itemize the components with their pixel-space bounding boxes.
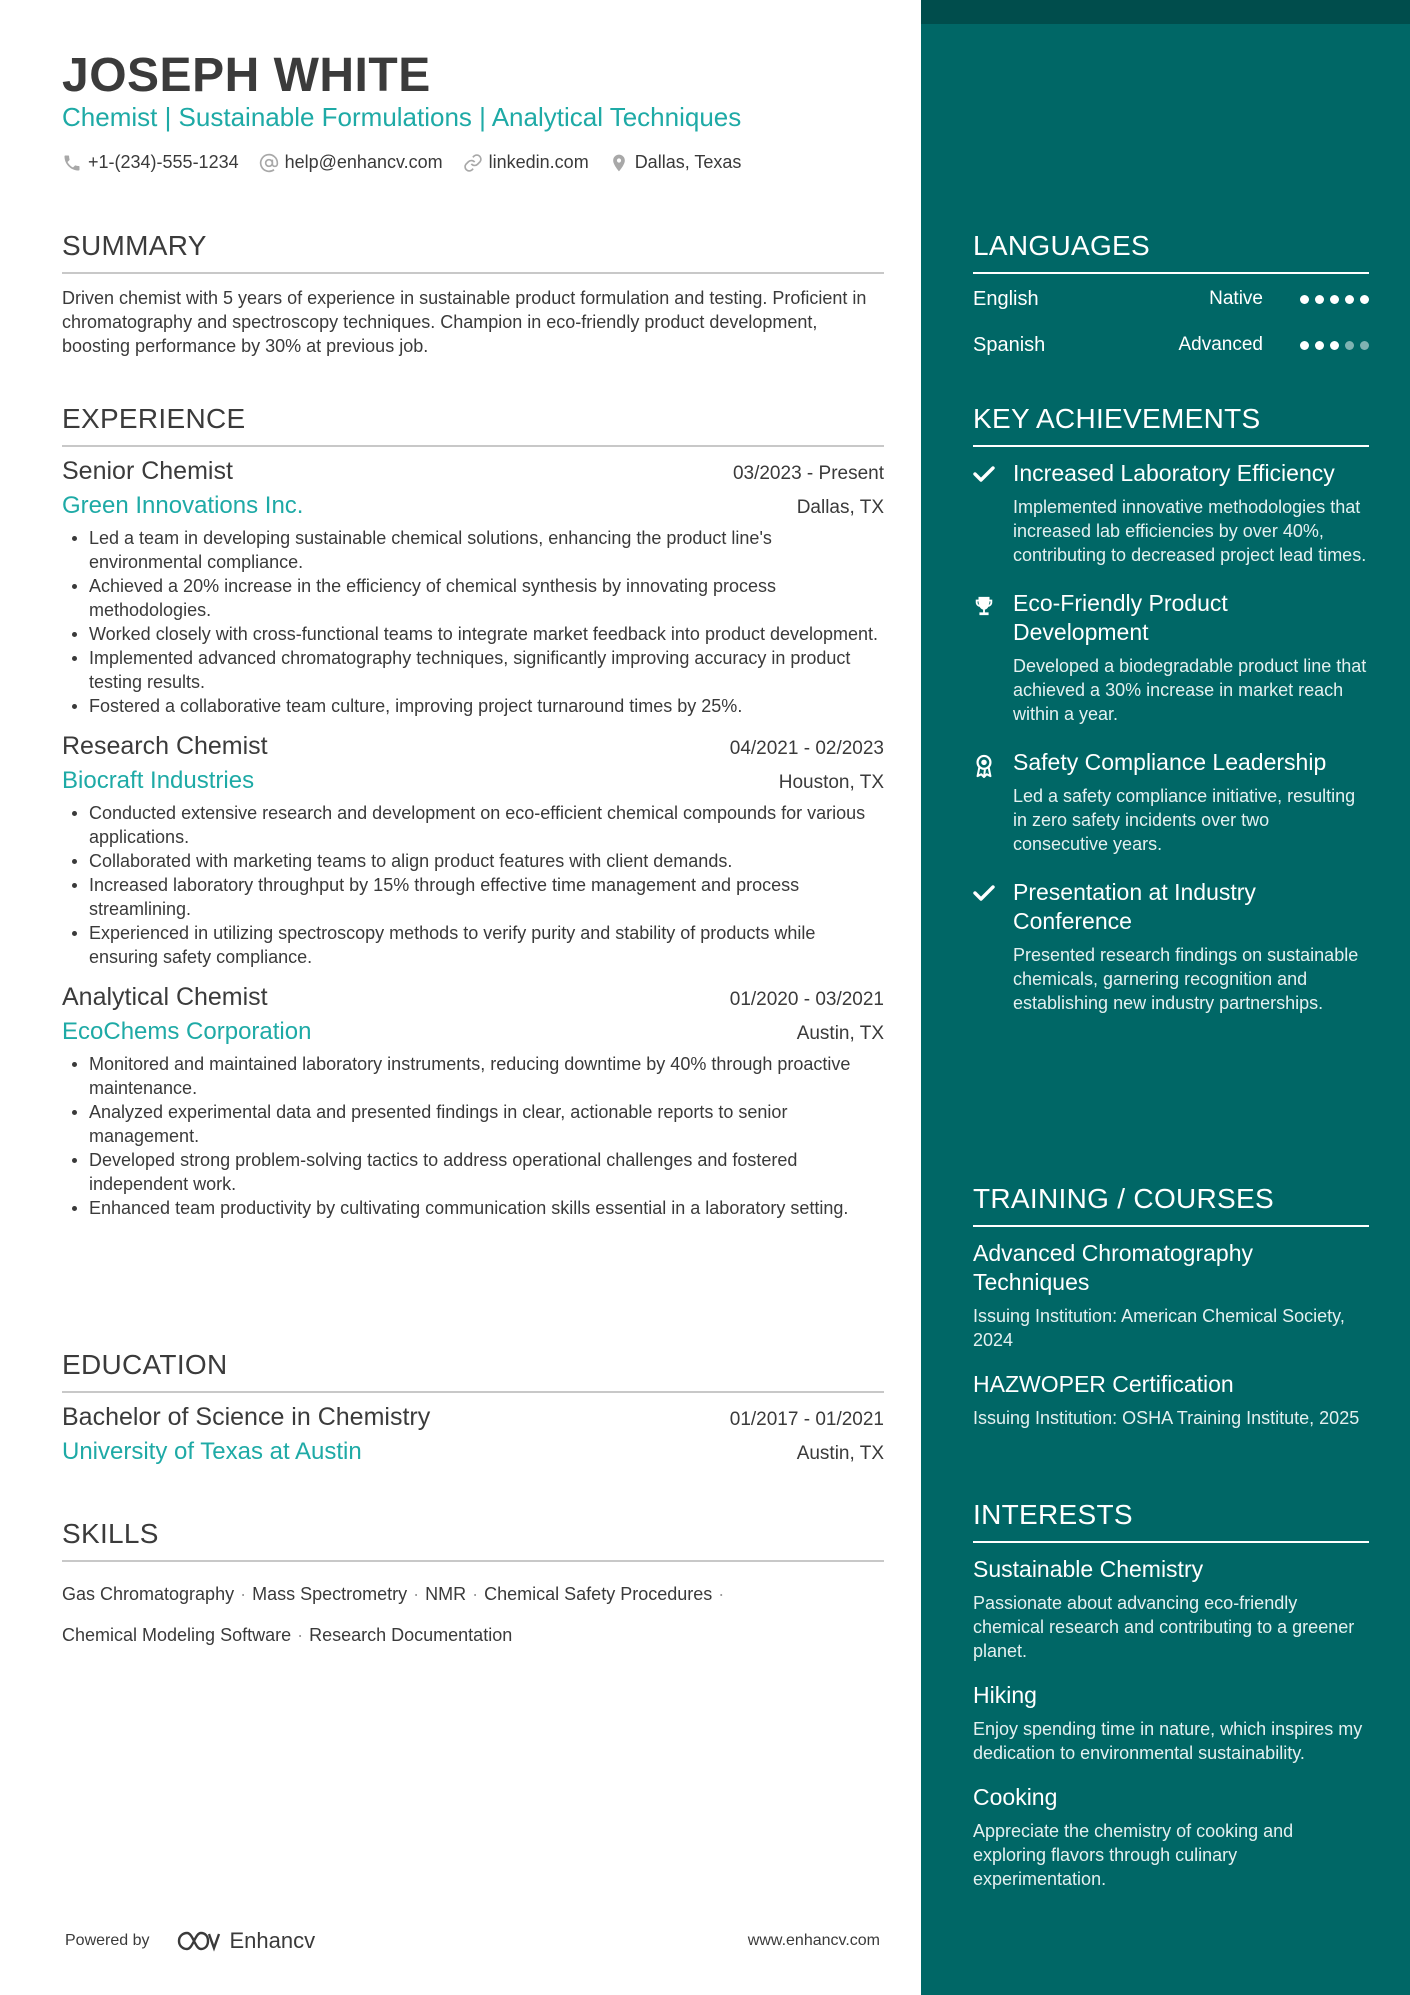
bullet-item: Conducted extensive research and development on eco-efficient chemical compounds for various applications.	[62, 801, 884, 849]
trophy-icon	[973, 595, 995, 617]
achievement-title: Eco-Friendly Product Development	[1013, 590, 1228, 645]
job-entry	[62, 983, 884, 1220]
job-location: Dallas, TX	[796, 497, 884, 518]
brand-logo[interactable]	[176, 1928, 316, 1954]
award-icon	[973, 754, 995, 778]
job-dates: 01/2020 - 03/2021	[729, 989, 884, 1010]
link-icon	[463, 153, 483, 173]
skill-separator: ·	[718, 1584, 725, 1604]
bullet-item: Analyzed experimental data and presented findings in clear, actionable reports to senior management.	[62, 1100, 884, 1148]
bullet-item: Collaborated with marketing teams to align product features with client demands.	[62, 849, 884, 873]
job-location: Austin, TX	[796, 1023, 884, 1044]
achievement-item	[973, 748, 1369, 856]
skill-item: Chemical Modeling Software	[62, 1625, 292, 1645]
education-dates: 01/2017 - 01/2021	[729, 1409, 884, 1430]
education-section	[62, 1349, 884, 1466]
job-entry	[62, 732, 884, 969]
interest-desc: Passionate about advancing eco-friendly chemical research and contributing to a greener planet.	[973, 1593, 1355, 1661]
course-title: Advanced Chromatography Techniques	[973, 1240, 1253, 1295]
skill-item: Mass Spectrometry	[252, 1584, 408, 1604]
language-rating	[1294, 341, 1369, 350]
bullet-item: Experienced in utilizing spectroscopy methods to verify purity and stability of products while ensuring safety compliance.	[62, 921, 884, 969]
rating-dot	[1315, 341, 1324, 350]
skill-separator: ·	[413, 1584, 420, 1604]
bullet-item: Worked closely with cross-functional teams to integrate market feedback into product development.	[62, 622, 884, 646]
language-row	[973, 276, 1369, 322]
skills-section	[62, 1518, 884, 1656]
languages-section	[973, 230, 1369, 368]
job-entry	[62, 457, 884, 718]
achievement-item	[973, 459, 1369, 567]
course-item	[973, 1239, 1369, 1352]
achievement-desc: Developed a biodegradable product line that achieved a 30% increase in market reach within a year.	[1013, 656, 1367, 724]
experience-heading: EXPERIENCE	[62, 403, 884, 447]
sidebar	[921, 0, 1410, 1995]
achievements-heading: KEY ACHIEVEMENTS	[973, 403, 1369, 447]
language-name: English	[973, 287, 1039, 310]
course-desc: Issuing Institution: OSHA Training Institute, 2025	[973, 1408, 1360, 1428]
job-bullets	[62, 801, 884, 969]
rating-dot	[1300, 341, 1309, 350]
job-location: Houston, TX	[778, 772, 884, 793]
contact-location	[609, 152, 742, 173]
contact-email[interactable]	[259, 152, 443, 173]
rating-dot	[1345, 295, 1354, 304]
skill-item: NMR	[425, 1584, 467, 1604]
company-name: Green Innovations Inc.	[62, 492, 304, 519]
interests-heading: INTERESTS	[973, 1499, 1369, 1543]
rating-dot	[1315, 295, 1324, 304]
summary-text: Driven chemist with 5 years of experience in sustainable product formulation and testing. Proficient in chromatography and spectroscopy techniques. Champion in eco-friendly product development, boosting performance by 30% at previous job.	[62, 288, 867, 356]
skill-item: Research Documentation	[309, 1625, 513, 1645]
interest-desc: Enjoy spending time in nature, which inspires my dedication to environmental sustainability.	[973, 1719, 1363, 1763]
contact-bar	[62, 152, 761, 173]
rating-dot	[1330, 295, 1339, 304]
skill-separator: ·	[240, 1584, 247, 1604]
company-name: Biocraft Industries	[62, 767, 255, 794]
contact-linkedin[interactable]	[463, 152, 589, 173]
achievement-title: Safety Compliance Leadership	[1013, 749, 1327, 775]
sidebar-top-band	[921, 0, 1410, 24]
skill-separator: ·	[472, 1584, 479, 1604]
skill-separator: ·	[297, 1625, 304, 1645]
bullet-item: Enhanced team productivity by cultivating communication skills essential in a laboratory setting.	[62, 1196, 884, 1220]
enhancv-logo-icon	[176, 1929, 222, 1953]
at-icon	[259, 153, 279, 173]
course-item	[973, 1370, 1369, 1430]
degree-title: Bachelor of Science in Chemistry	[62, 1403, 431, 1431]
job-title: Analytical Chemist	[62, 983, 268, 1011]
job-bullets	[62, 526, 884, 718]
interest-item	[973, 1555, 1369, 1663]
location-pin-icon	[609, 153, 629, 173]
achievement-item	[973, 589, 1369, 726]
job-title: Senior Chemist	[62, 457, 233, 485]
linkedin-text: linkedin.com	[488, 152, 589, 172]
languages-heading: LANGUAGES	[973, 230, 1369, 274]
language-name: Spanish	[973, 333, 1046, 356]
interest-item	[973, 1681, 1369, 1765]
rating-dot	[1360, 295, 1369, 304]
interest-title: Hiking	[973, 1682, 1037, 1708]
job-dates: 04/2021 - 02/2023	[729, 738, 884, 759]
interest-title: Cooking	[973, 1784, 1058, 1810]
skill-item: Gas Chromatography	[62, 1584, 235, 1604]
course-desc: Issuing Institution: American Chemical Society, 2024	[973, 1306, 1345, 1350]
course-title: HAZWOPER Certification	[973, 1371, 1234, 1397]
school-location: Austin, TX	[796, 1443, 884, 1464]
rating-dot	[1330, 341, 1339, 350]
education-heading: EDUCATION	[62, 1349, 884, 1393]
bullet-item: Monitored and maintained laboratory instruments, reducing downtime by 40% through proactive maintenance.	[62, 1052, 884, 1100]
company-name: EcoChems Corporation	[62, 1018, 312, 1045]
rating-dot	[1300, 295, 1309, 304]
location-text: Dallas, Texas	[634, 152, 742, 172]
language-level: Advanced	[1178, 334, 1263, 355]
powered-by-text: Powered by	[65, 1932, 150, 1949]
rating-dot-empty	[1345, 341, 1354, 350]
achievement-item	[973, 878, 1369, 1015]
check-icon	[973, 884, 995, 902]
interest-title: Sustainable Chemistry	[973, 1556, 1204, 1582]
bullet-item: Achieved a 20% increase in the efficiency of chemical synthesis by innovating process methodologies.	[62, 574, 884, 622]
rating-dot-empty	[1360, 341, 1369, 350]
job-title: Research Chemist	[62, 732, 268, 760]
summary-section	[62, 230, 884, 358]
candidate-name: JOSEPH WHITE	[62, 49, 431, 102]
achievement-desc: Led a safety compliance initiative, resulting in zero safety incidents over two consecutive years.	[1013, 786, 1356, 854]
achievement-title: Presentation at Industry Conference	[1013, 879, 1256, 934]
language-rating	[1294, 295, 1369, 304]
bullet-item: Fostered a collaborative team culture, improving project turnaround times by 25%.	[62, 694, 884, 718]
bullet-item: Increased laboratory throughput by 15% through effective time management and process streamlining.	[62, 873, 884, 921]
phone-text: +1-(234)-555-1234	[88, 152, 239, 172]
check-icon	[973, 465, 995, 483]
education-entry	[62, 1403, 884, 1466]
interest-item	[973, 1783, 1369, 1891]
candidate-title: Chemist | Sustainable Formulations | Analytical Techniques	[62, 102, 742, 132]
experience-section	[62, 403, 884, 1220]
job-dates: 03/2023 - Present	[732, 463, 884, 484]
training-heading: TRAINING / COURSES	[973, 1183, 1369, 1227]
email-text: help@enhancv.com	[284, 152, 443, 172]
achievements-section	[973, 403, 1369, 1015]
skills-heading: SKILLS	[62, 1518, 884, 1562]
achievement-desc: Presented research findings on sustainable chemicals, garnering recognition and establishing new industry partnerships.	[1013, 945, 1359, 1013]
job-bullets	[62, 1052, 884, 1220]
bullet-item: Implemented advanced chromatography techniques, significantly improving accuracy in product testing results.	[62, 646, 884, 694]
language-row	[973, 322, 1369, 368]
skill-item: Chemical Safety Procedures	[484, 1584, 713, 1604]
bullet-item: Developed strong problem-solving tactics to address operational challenges and fostered independent work.	[62, 1148, 884, 1196]
footer	[65, 1928, 880, 1954]
interest-desc: Appreciate the chemistry of cooking and exploring flavors through culinary experimentation.	[973, 1821, 1294, 1889]
skills-list	[62, 1574, 884, 1656]
phone-icon	[62, 153, 82, 173]
website-link[interactable]: www.enhancv.com	[747, 1932, 880, 1949]
training-section	[973, 1183, 1369, 1430]
summary-heading: SUMMARY	[62, 230, 884, 274]
language-level: Native	[1209, 288, 1263, 309]
achievement-desc: Implemented innovative methodologies that increased lab efficiencies by over 40%, contributing to decreased project lead times.	[1013, 497, 1367, 565]
bullet-item: Led a team in developing sustainable chemical solutions, enhancing the product line's environmental compliance.	[62, 526, 884, 574]
achievement-title: Increased Laboratory Efficiency	[1013, 460, 1335, 486]
interests-section	[973, 1499, 1369, 1891]
brand-name: Enhancv	[229, 1928, 316, 1953]
school-name: University of Texas at Austin	[62, 1438, 362, 1465]
contact-phone[interactable]	[62, 152, 239, 173]
